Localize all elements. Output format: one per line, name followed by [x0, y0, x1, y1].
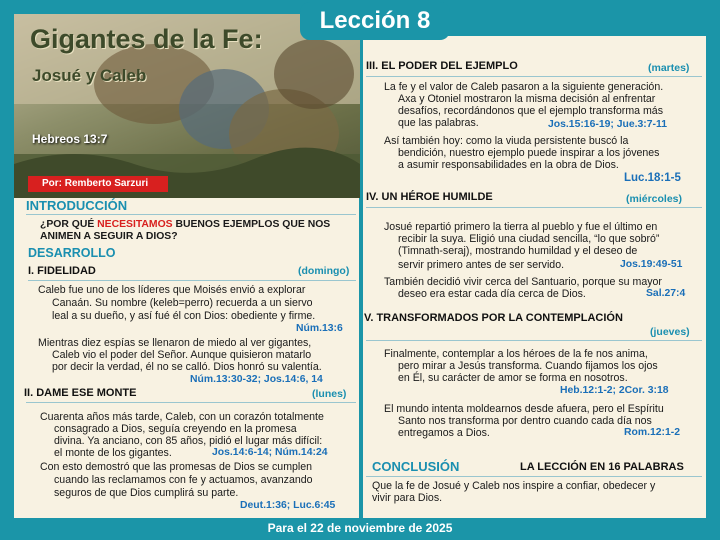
section-3-para1-line: Axa y Otoniel mostraron la misma decisión al enfrentar: [398, 93, 656, 105]
section-2-para1-line: consagrado a Dios, seguía creyendo en la promesa: [54, 423, 297, 435]
lesson-title: Gigantes de la Fe:: [30, 24, 263, 54]
conclusion-rule: [366, 476, 702, 477]
section-4-para1-line: recibir la suya. Eligió una ciudad sencilla, “lo que sobró”: [398, 233, 660, 245]
section-4-rule: [366, 207, 702, 208]
intro-question-part: ¿POR QUÉ: [40, 219, 98, 230]
section-5-ref2: Rom.12:1-2: [624, 427, 681, 438]
section-1-ref1: Núm.13:6: [296, 323, 343, 334]
section-3-para1-line: desafíos, recordándonos que el ejemplo transforma más: [398, 105, 663, 117]
section-2-ref1: Jos.14:6-14; Núm.14:24: [212, 447, 328, 458]
section-1-title: I. FIDELIDAD: [28, 265, 96, 277]
section-1-day: (domingo): [298, 265, 350, 277]
intro-question-line1: [40, 219, 330, 231]
key-verse: Hebreos 13:7: [32, 132, 108, 146]
section-4-ref2: Sal.27:4: [646, 288, 686, 299]
hero-illustration: [14, 14, 360, 198]
section-5-rule: [366, 340, 702, 341]
section-2-para2-line: cuando las reclamamos con fe y actuamos, avanzando: [54, 474, 313, 486]
section-4-ref1: Jos.19:49-51: [620, 259, 683, 270]
section-3-para2-line: Así también hoy: como la viuda persistente buscó la: [384, 135, 629, 147]
section-4-title: IV. UN HÉROE HUMILDE: [366, 191, 493, 203]
section-1-para1-line: Caleb fue uno de los líderes que Moisés envió a explorar: [38, 284, 306, 296]
section-2-para2-line: Con esto demostró que las promesas de Dios se cumplen: [40, 461, 313, 473]
section-5-para1-line: Finalmente, contemplar a los héroes de la fe nos anima,: [384, 348, 648, 360]
section-3-para2-line: bendición, nuestro ejemplo puede inspirar a los jóvenes: [398, 147, 660, 159]
section-4-day: (miércoles): [626, 193, 683, 205]
section-3-para2-line: a asumir responsabilidades en la obra de Dios.: [398, 159, 619, 171]
footer-date: Para el 22 de noviembre de 2025: [267, 521, 453, 535]
section-1-para2-line: Mientras diez espías se llenaron de miedo al ver gigantes,: [38, 337, 312, 349]
section-5-para1-line: pero mirar a Jesús transforma. Cuando fijamos los ojos: [398, 360, 658, 372]
intro-question-highlight: NECESITAMOS: [97, 219, 173, 230]
intro-question-part: BUENOS EJEMPLOS QUE NOS: [172, 219, 331, 230]
conclusion-tagline: LA LECCIÓN EN 16 PALABRAS: [520, 461, 684, 473]
section-1-para1-line: Canaán. Su nombre (keleb=perro) recuerda a un siervo: [52, 297, 313, 309]
conclusion-heading: CONCLUSIÓN: [372, 459, 460, 474]
section-2-para1-line: Cuarenta años más tarde, Caleb, con un corazón totalmente: [40, 411, 324, 423]
section-2-day: (lunes): [312, 388, 347, 400]
section-1-para1-line: leal a su dueño, y así fué él con Dios: obediente y firme.: [52, 310, 316, 322]
section-3-para1-line: La fe y el valor de Caleb pasaron a la siguiente generación.: [384, 81, 664, 93]
section-4-para2-line: deseo era estar cada día cerca de Dios.: [398, 288, 586, 300]
section-2-title: II. DAME ESE MONTE: [24, 387, 137, 399]
section-5-para2-line: El mundo intenta moldearnos desde afuera, pero el Espíritu: [384, 403, 664, 415]
section-2-para1-line: el monte de los gigantes.: [54, 447, 172, 459]
development-heading: DESARROLLO: [28, 246, 116, 260]
section-2-rule: [26, 402, 356, 403]
section-5-para2-line: Santo nos transforma por dentro cuando cada día nos: [398, 415, 652, 427]
section-3-ref2: Luc.18:1-5: [624, 172, 681, 184]
section-3-day: (martes): [648, 62, 690, 74]
section-5-day: (jueves): [650, 326, 690, 338]
lesson-subtitle: Josué y Caleb: [32, 66, 147, 85]
section-4-para1-line: Josué repartió primero la tierra al pueblo y fue el último en: [384, 221, 658, 233]
intro-rule: [26, 214, 356, 215]
section-2-ref2: Deut.1:36; Luc.6:45: [240, 500, 336, 511]
section-4-para1-line: servir primero antes de ser servido.: [398, 259, 565, 271]
section-3-ref1: Jos.15:16-19; Jue.3:7-11: [548, 119, 667, 130]
intro-heading: INTRODUCCIÓN: [26, 198, 128, 213]
section-2-para1-line: divina. Ya anciano, con 85 años, pidió el lugar más difícil:: [54, 435, 323, 447]
section-5-ref1: Heb.12:1-2; 2Cor. 3:18: [560, 385, 669, 396]
section-1-rule: [28, 280, 356, 281]
section-3-para1-line: que las palabras.: [398, 117, 479, 129]
lesson-number: Lección 8: [300, 2, 450, 40]
intro-question-line2: ANIMEN A SEGUIR A DIOS?: [40, 231, 178, 242]
section-1-para2-line: Caleb vio el poder del Señor. Aunque quisieron matarlo: [52, 349, 312, 361]
section-4-para2-line: También decidió vivir cerca del Santuario, porque su mayor: [384, 276, 662, 288]
section-4-para1-line: (Timnath-seraj), mostrando humildad y el deseo de: [398, 245, 638, 257]
conclusion-line: Que la fe de Josué y Caleb nos inspire a confiar, obedecer y: [372, 480, 656, 492]
section-1-ref2: Núm.13:30-32; Jos.14:6, 14: [190, 374, 323, 385]
section-3-title: III. EL PODER DEL EJEMPLO: [366, 60, 518, 72]
section-2-para2-line: seguros de que Dios cumplirá su parte.: [54, 487, 239, 499]
section-5-para1-line: en Él, su carácter de amor se forma en nosotros.: [398, 372, 628, 384]
section-3-rule: [366, 76, 702, 77]
section-5-para2-line: entregamos a Dios.: [398, 427, 490, 439]
section-1-para2-line: por decir la verdad, él no se calló. Dios honró su valentía.: [52, 361, 322, 373]
author-badge: Por: Remberto Sarzuri: [28, 176, 168, 192]
section-5-title: V. TRANSFORMADOS POR LA CONTEMPLACIÓN: [364, 312, 623, 324]
conclusion-line: vivir para Dios.: [372, 492, 443, 504]
